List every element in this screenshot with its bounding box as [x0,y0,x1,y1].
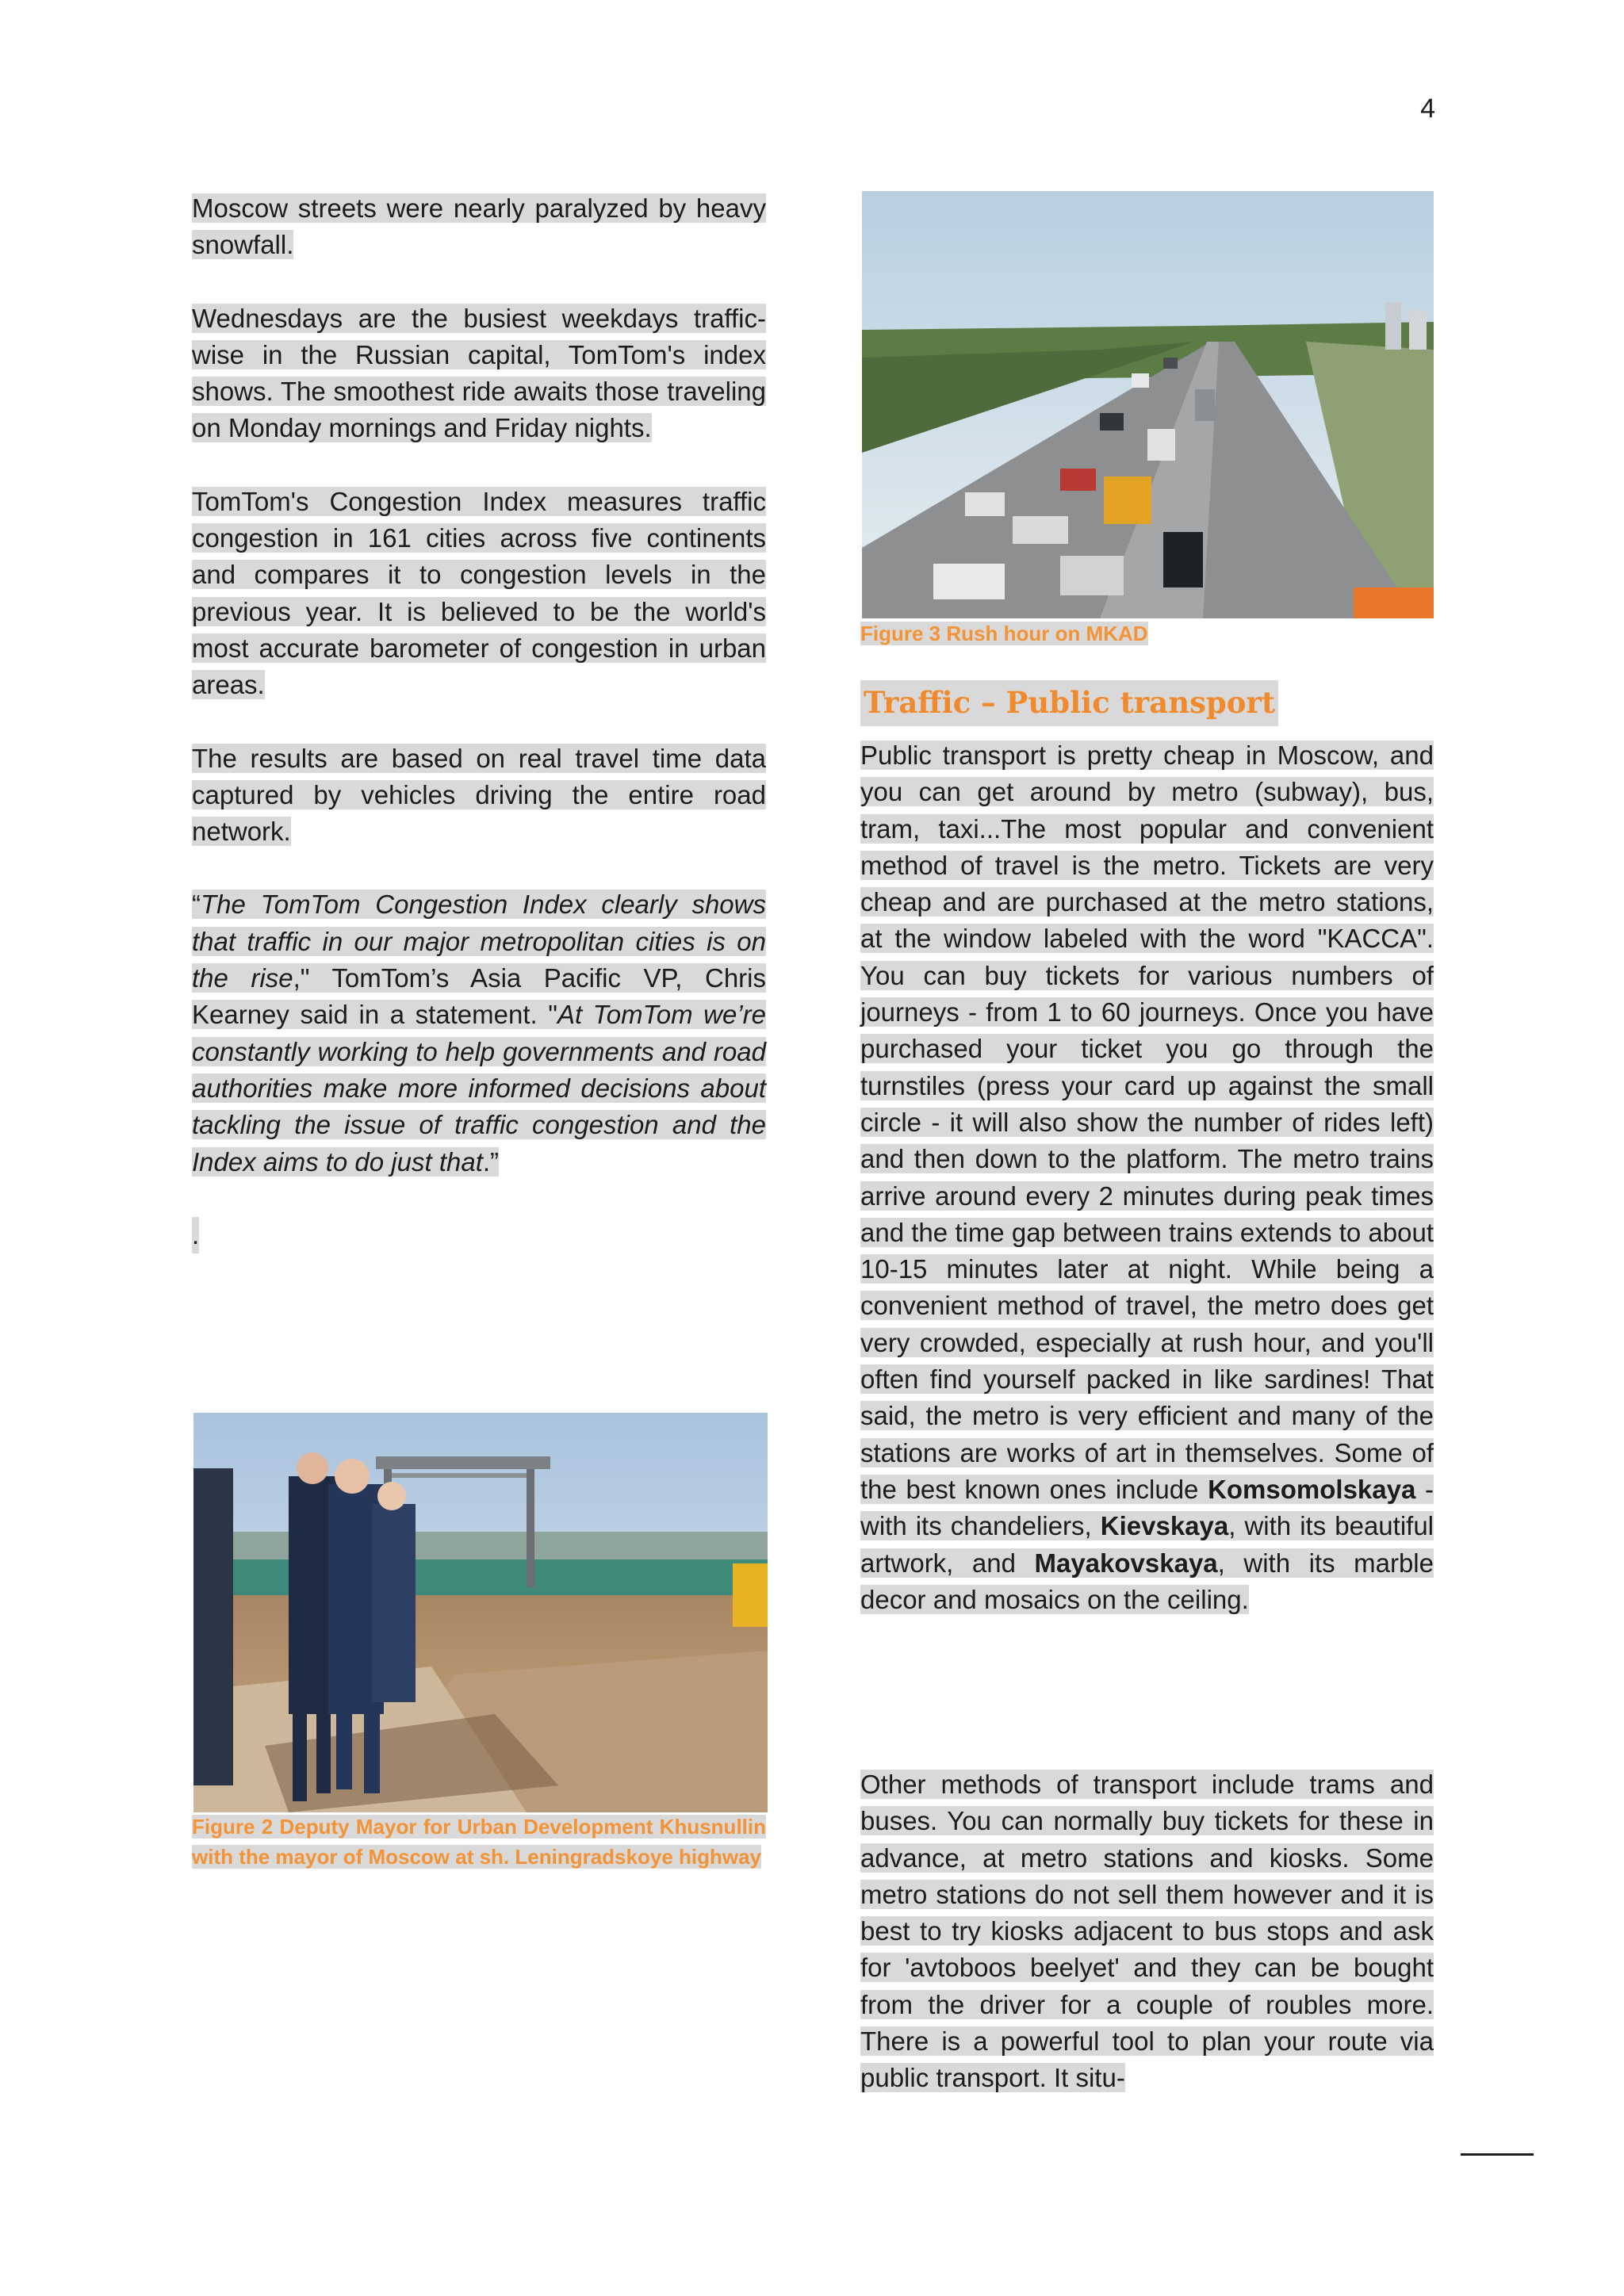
page-number: 4 [1420,94,1435,124]
right-column-p2 [860,1766,1434,2097]
paragraph-dot: . [192,1217,766,1253]
footer-rule [1461,2153,1534,2156]
figure-3-photo [862,191,1434,618]
paragraph-public-transport: Public transport is pretty cheap in Moscow, and you can get around by metro (subway), bus, tram, taxi...The most popular and convenient method of travel is the metro. Tickets are very cheap and are purchased at the metro stations, at the window labeled with the word "KACCA". You can buy tickets for various numbers of journeys - from 1 to 60 journeys. Once you have purchased your ticket you go through the turnstiles (press your card up against the small circle - it will also show the number of rides left) and then down to the platform. The metro trains arrive around every 2 minutes during peak times and the time gap between trains extends to about 10-15 minutes later at night. While being a convenient method of travel, the metro does get very crowded, especially at rush hour, and you'll often find yourself packed in like sardines! That said, the metro is very efficient and many of the stations are works of art in themselves. Some of the best known ones include Komsomolskaya - with its chandeliers, Kievskaya, with its beautiful artwork, and Mayakovskaya, with its marble decor and mosaics on the ceiling. [860,740,1434,1614]
station-mayakovskaya: Mayakovskaya [1034,1548,1218,1578]
figure-2-caption: Figure 2 Deputy Mayor for Urban Development Khusnullin with the mayor of Moscow at sh. Leningradskoye highway [192,1815,766,1869]
paragraph-other-methods: Other methods of transport include trams and buses. You can normally buy tickets for these in advance, at metro stations and kiosks. Some metro stations do not sell them however and it is best to try kiosks adjacent to bus stops and ask for 'avtoboos beelyet' and they can be bought from the driver for a couple of roubles more. There is a powerful tool to plan your route via public transport. It situ- [860,1770,1434,2093]
figure-2-photo [193,1413,768,1812]
paragraph-snowfall: Moscow streets were nearly paralyzed by heavy snowfall. [192,193,766,260]
paragraph-results: The results are based on real travel time data captured by vehicles driving the entire road network. [192,743,766,847]
right-column-p1 [860,737,1434,1618]
paragraph-congestion-index: TomTom's Congestion Index measures traffic congestion in 161 cities across five continents and compares it to congestion levels in the previous year. It is believed to be the world's most accurate barometer of congestion in urban areas. [192,486,766,700]
station-komsomolskaya: Komsomolskaya [1208,1474,1416,1504]
section-heading-public-transport: Traffic – Public transport [860,680,1278,726]
paragraph-quote: “The TomTom Congestion Index clearly shows that traffic in our major metropolitan cities is on the rise," TomTom’s Asia Pacific VP, Chris Kearney said in a statement. "At TomTom we’re constantly working to help governments and road authorities make more informed decisions about tackling the issue of traffic congestion and the Index aims to do just that.” [192,890,767,1177]
figure-3-caption: Figure 3 Rush hour on MKAD [860,622,1148,645]
left-column [192,190,766,1253]
paragraph-busiest-weekdays: Wednesdays are the busiest weekdays traffic-wise in the Russian capital, TomTom's index shows. The smoothest ride awaits those traveling on Monday mornings and Friday nights. [192,303,766,443]
station-kievskaya: Kievskaya [1100,1511,1229,1541]
